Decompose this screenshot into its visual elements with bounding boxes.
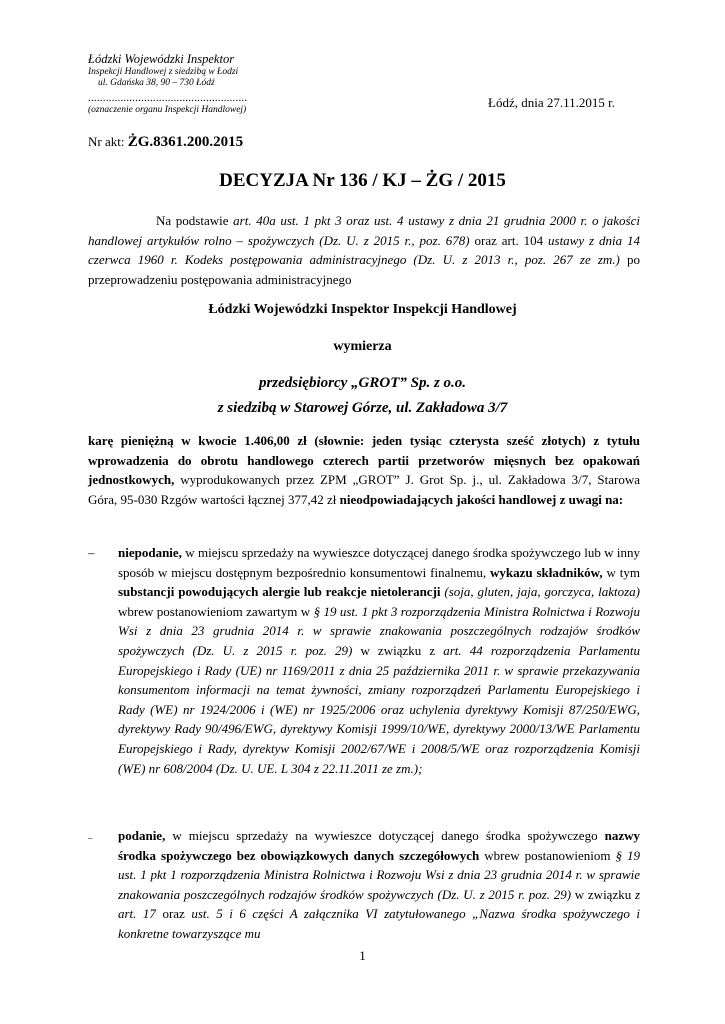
imposes-heading: wymierza	[333, 339, 392, 354]
item-keyword: substancji powodujących alergie lub reakcje nietolerancji	[118, 584, 441, 600]
page-number: 1	[359, 948, 366, 963]
item-citation: § 19 ust. 1 pkt 1 rozporządzenia Ministra Rolnictwa i Rozwoju Wsi z dnia 23 grudnia 2014 r. w sprawie znakowania poszczególnych rodzajów środków spożywczych (Dz. U. z 2015 r. poz. 29)	[118, 847, 641, 902]
list-item	[88, 543, 640, 778]
item-citation: ust. 5 i 6 części A załącznika VI zatytułowanego „Nazwa środka spożywczego i konkretne towarzyszące mu	[118, 906, 641, 941]
authority-heading: Łódzki Wojewódzki Inspektor Inspekcji Handlowej	[208, 302, 517, 317]
entity-name: przedsiębiorcy „GROT” Sp. z o.o.	[258, 375, 467, 391]
item-text: wbrew postanowieniom zawartym w	[118, 603, 314, 619]
case-number-value: ŻG.8361.200.2015	[127, 134, 244, 150]
org-address: ul. Gdańska 38, 90 – 730 Łódź	[98, 78, 215, 88]
penalty-amount: karę pieniężną w kwocie 1.406,00 zł (słownie: jeden tysiąc czterysta sześć złotych) z tytułu wprowadzenia do obrotu handlowego czterech partii przetworów mięsnych bez opakowań jednostkowych,	[88, 433, 640, 488]
org-name: Łódzki Wojewódzki Inspektor	[88, 52, 235, 66]
item-keyword: wykazu składników,	[489, 564, 603, 580]
penalty-paragraph	[88, 431, 640, 509]
org-seat: Inspekcji Handlowej z siedzibą w Łodzi	[88, 67, 239, 77]
intro-citation-1: art. 40a ust. 1 pkt 3 oraz ust. 4 ustawy z dnia 21 grudnia 2000 r. o jakości handlowej artykułów rolno – spożywczych (Dz. U. z 2015 r., poz. 678)	[88, 213, 640, 248]
item-text: w miejscu sprzedaży na wywieszce dotyczącej danego środka spożywczego lub w inny sposób w miejscu dostępnym bezpośrednio konsumentowi finalnemu,	[118, 545, 640, 580]
document-date: Łódź, dnia 27.11.2015 r.	[488, 95, 615, 110]
item-text: w związku	[571, 886, 635, 902]
org-designation-note: (oznaczenie organu Inspekcji Handlowej)	[88, 105, 247, 115]
item-text: wbrew postanowieniom	[479, 847, 616, 863]
item-keyword: niepodanie,	[118, 545, 182, 560]
item-citation: art. 44 rozporządzenia Parlamentu Europejskiego i Rady (UE) nr 1169/2011 z dnia 25 października 2011 r. w sprawie przekazywania konsumentom informacji na temat żywności, zmiany rozporządzeń Parlamentu Europejskiego i Rady (WE) nr 1924/2006 i (WE) nr 1925/2006 oraz uchylenia dyrektywy Komisji 87/250/EWG, dyrektywy Rady 90/496/EWG, dyrektywy Komisji 1999/10/WE, dyrektywy 2000/13/WE Parlamentu Europejskiego i Rady, dyrektyw Komisji 2002/67/WE i 2008/5/WE oraz rozporządzenia Komisji (WE) nr 608/2004 (Dz. U. UE. L 304 z 22.11.2011 ze zm.);	[118, 642, 640, 776]
item-citation: z art. 17	[118, 886, 641, 922]
intro-text: po przeprowadzeniu postępowania administracyjnego	[88, 252, 641, 287]
dotted-line: ......................................................	[88, 92, 248, 104]
dash-bullet: –	[88, 545, 95, 560]
issuing-authority-block	[88, 52, 328, 116]
intro-text: Na podstawie	[156, 213, 234, 228]
entity-seat: z siedzibą w Starowej Górze, ul. Zakładowa 3/7	[217, 400, 508, 416]
intro-citation-2: ustawy z dnia 14 czerwca 1960 r. Kodeks postępowania administracyjnego (Dz. U. z 2013 r., poz. 267 ze zm.)	[88, 232, 640, 268]
legal-basis-paragraph	[88, 211, 640, 289]
item-citation: § 19 ust. 1 pkt 3 rozporządzenia Ministra Rolnictwa i Rozwoju Wsi z dnia 23 grudnia 2014 r. w sprawie znakowania poszczególnych rodzajów środków spożywczych (Dz. U. z 2015 r. poz. 29)	[118, 603, 640, 658]
item-keyword: podanie,	[118, 828, 166, 843]
item-text: w tym	[602, 564, 640, 580]
penalty-reason-lead: nieodpowiadających jakości handlowej z uwagi na:	[339, 491, 624, 507]
case-number	[88, 134, 243, 151]
penalty-text: wyprodukowanych przez ZPM „GROT” J. Grot Sp. j., ul. Zakładowa 3/7, Starowa Góra, 95-030 Rzgów wartości łącznej 377,42 zł	[88, 472, 640, 507]
intro-text: oraz art. 104	[469, 232, 549, 248]
allergen-list: (soja, gluten, jaja, gorczyca, laktoza)	[440, 584, 640, 600]
list-item	[88, 826, 640, 944]
dash-bullet: –	[88, 833, 93, 843]
decision-title: DECYZJA Nr 136 / KJ – ŻG / 2015	[219, 170, 506, 191]
item-keyword: nazwy środka spożywczego bez obowiązkowych danych szczegółowych	[118, 828, 640, 863]
case-number-label: Nr akt:	[88, 134, 125, 149]
item-text: w miejscu sprzedaży na wywieszce dotyczącej danego środka spożywczego	[165, 828, 605, 843]
item-text: oraz	[155, 906, 192, 922]
item-text: w związku z	[352, 642, 444, 658]
